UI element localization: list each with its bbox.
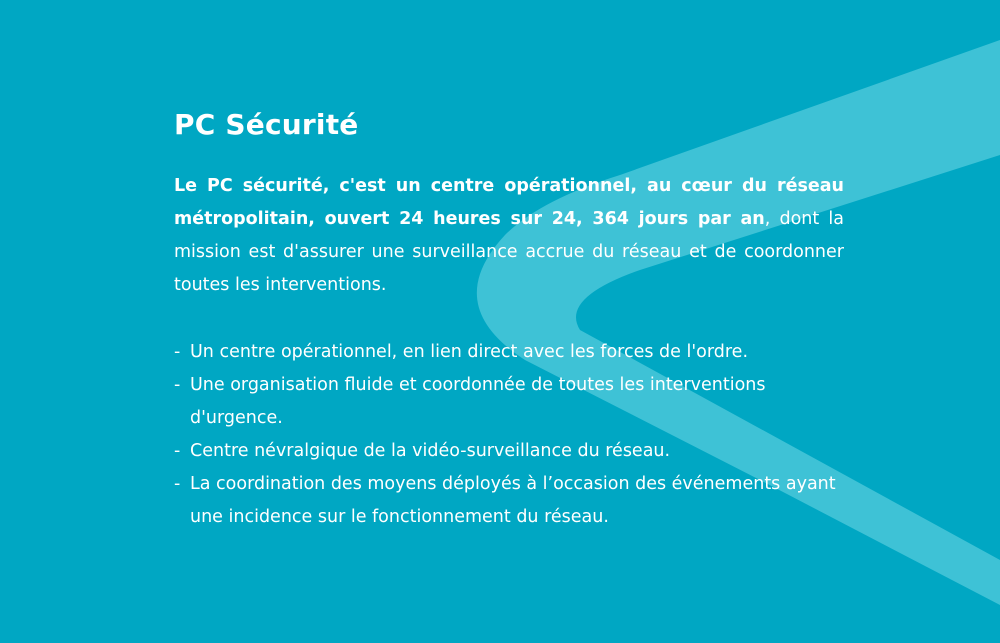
intro-paragraph [174, 170, 844, 302]
list-item [174, 468, 844, 534]
list-item-text: Centre névralgique de la vidéo-surveillance du réseau. [190, 441, 671, 461]
intro-text: , dont la mission est d'assurer une surveillance accrue du réseau et de coordonner toutes les interventions. [174, 209, 845, 295]
list-dash: - [174, 474, 181, 494]
list-dash: - [174, 342, 181, 362]
feature-list [174, 336, 844, 534]
list-item-text: Une organisation fluide et coordonnée de toutes les interventions d'urgence. [190, 375, 766, 428]
intro-bold-text: Le PC sécurité, c'est un centre opérationnel, au cœur du réseau métropolitain, ouvert 24 heures sur 24, 364 jours par an [174, 176, 844, 229]
list-item [174, 369, 844, 435]
list-item-text: Un centre opérationnel, en lien direct avec les forces de l'ordre. [190, 342, 749, 362]
page-title: PC Sécurité [174, 108, 359, 141]
content-block [174, 106, 844, 534]
list-dash: - [174, 441, 181, 461]
list-dash: - [174, 375, 181, 395]
list-item-text: La coordination des moyens déployés à l’occasion des événements ayant une incidence sur le fonctionnement du réseau. [190, 474, 836, 527]
list-item [174, 336, 844, 369]
list-item [174, 435, 844, 468]
